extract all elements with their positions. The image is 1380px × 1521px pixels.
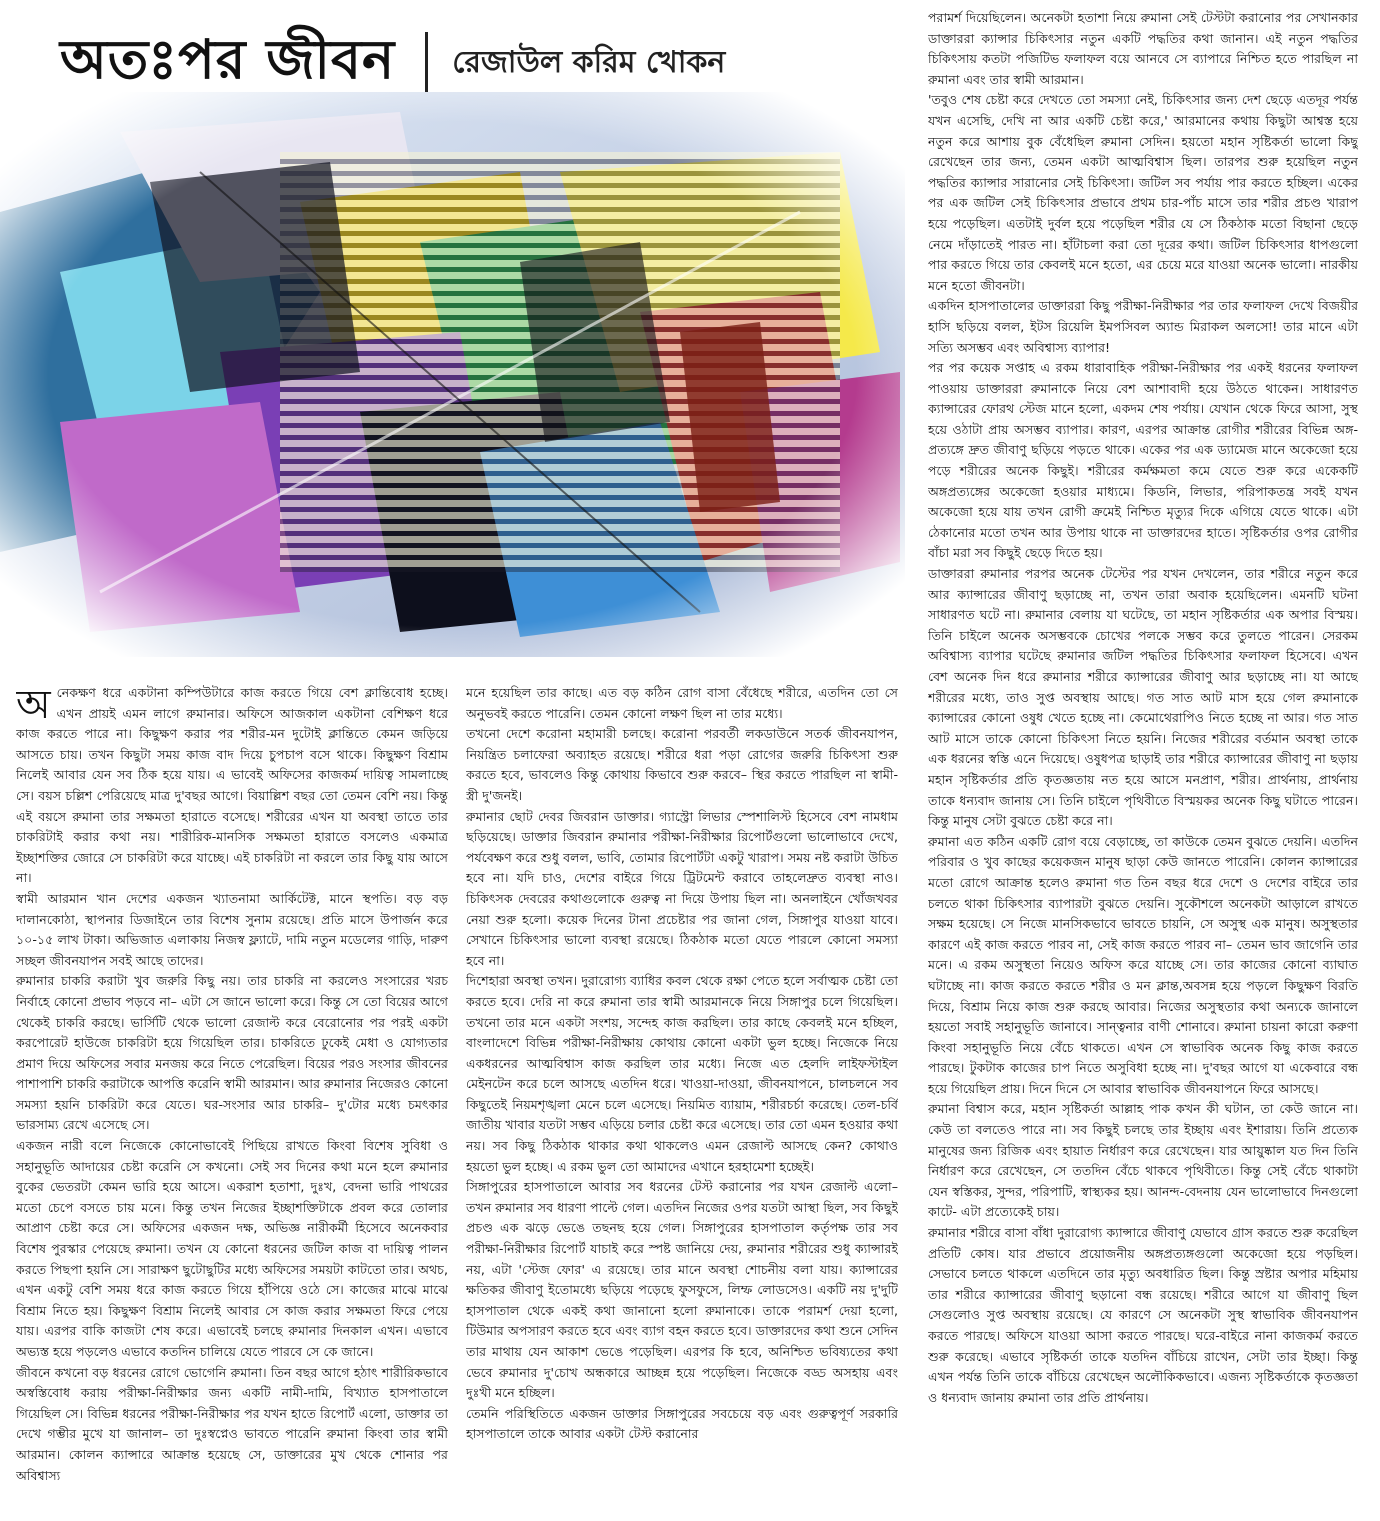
- paragraph: জীবনে কখনো বড় ধরনের রোগে ভোগেনি রুমানা। তিন বছর আগে হঠাৎ শারীরিকভাবে অস্বস্তিবোধ করায় পরীক্ষা-নিরীক্ষার জন্য একটি নামী-দামি, বিখ্যাত হাসপাতালে গিয়েছিল সে। বিভিন্ন ধরনের পরীক্ষা-নিরীক্ষার পর যখন হাতে রিপোর্ট এলো, ডাক্তার তা দেখে গম্ভীর মুখে যা জানাল– তা দুঃস্বপ্নেও ভাবতে পারেনি রুমানা কিংবা তার স্বামী আরমান। কোলন ক্যান্সারে আক্রান্ত হয়েছে সে, ডাক্তারের মুখ থেকে শোনার পর অবিশ্বাস্য: [16, 1364, 448, 1483]
- paragraph: তেমনি পরিস্থিতিতে একজন ডাক্তার সিঙ্গাপুরের সবচেয়ে বড় এবং গুরুত্বপূর্ণ সরকারি হাসপাতালে তাকে আবার একটা টেস্ট করানোর: [466, 1405, 898, 1442]
- paragraph: মনে হয়েছিল তার কাছে। এত বড় কঠিন রোগ বাসা বেঁধেছে শরীরে, এতদিন তো সে অনুভবই করতে পারেনি। তেমন কোনো লক্ষণ ছিল না তার মধ্যে।: [466, 685, 898, 721]
- paragraph: রুমানা এত কঠিন একটি রোগ বয়ে বেড়াচ্ছে, তা কাউকে তেমন বুঝতে দেয়নি। এতদিন পরিবার ও খুব কাছের কয়েকজন মানুষ ছাড়া কেউ জানতে পারেনি। কোলন ক্যান্সারের মতো রোগে আক্রান্ত হলেও রুমানা গত তিন বছর ধরে দেশে ও দেশের বাইরে তার চলতে থাকা চিকিৎসার ব্যাপারটা বুঝতে দেয়নি। সুকৌশলে অনেকটা আড়ালে রাখতে সক্ষম হয়েছে। সে নিজে মানসিকভাবে ভাবতে চায়নি, সে অসুস্থ এক মানুষ। অসুস্থতার কারণে এই কাজ করতে পারব না, সেই কাজ করতে পারব না– তেমন ভাব জাগেনি তার মনে। এ রকম অসুস্থতা নিয়েও অফিস করে যাচ্ছে সে। তার কাজের কোনো ব্যাঘাত ঘটাচ্ছে না। কাজ করতে করতে শরীর ও মন ক্লান্ত,অবসন্ন হয়ে পড়লে কিছুক্ষণ বিরতি দিয়ে, বিশ্রাম নিয়ে কাজ শুরু করছে আবার। নিজের অসুস্থতার কথা অন্যকে জানালে হয়তো সবাই সহানুভূতি জানাবে। সান্ত্বনার বাণী শোনাবে। রুমানা চায়না কারো করুণা কিংবা সহানুভূতি নিয়ে বেঁচে থাকতে। এখন সে স্বাভাবিক অনেক কিছু কাজ করতে পারছে। টুকটাক কাজের চাপ নিতে অসুবিধা হচ্ছে না। দু'বছর আগে যা একেবারে বন্ধ হয়ে গিয়েছিল প্রায়। দিনে দিনে সে আবার স্বাভাবিক জীবনযাপনে ফিরে আসছে।: [928, 833, 1358, 1096]
- paragraph: তখনো দেশে করোনা মহামারী চলছে। করোনা পরবর্তী লকডাউনে সতর্ক জীবনযাপন, নিয়ন্ত্রিত চলাফেরা অব্যাহত রয়েছে। শরীরে ধরা পড়া রোগের জরুরি চিকিৎসা শুরু করতে হবে, ভাবলেও কিন্তু কোথায় কিভাবে শুরু করবে– স্থির করতে পারছিল না স্বামী-স্ত্রী দু'জনই।: [466, 726, 898, 803]
- paragraph: একদিন হাসপাতালের ডাক্তাররা কিছু পরীক্ষা-নিরীক্ষার পর তার ফলাফল দেখে বিজয়ীর হাসি ছড়িয়ে বলল, ইটস রিয়েলি ইমপসিবল অ্যান্ড মিরাকল অলসো! তার মানে এটা সত্যি অসম্ভব এবং অবিশ্বাস্য ব্যাপার!: [928, 298, 1358, 355]
- story-header: [60, 28, 900, 98]
- paragraph: একজন নারী বলে নিজেকে কোনোভাবেই পিছিয়ে রাখতে কিংবা বিশেষ সুবিধা ও সহানুভূতি আদায়ের চেষ্টা করেনি সে কখনো। সেই সব দিনের কথা মনে হলে রুমানার বুকের ভেতরটা কেমন ভারি হয়ে আসে। একরাশ হতাশা, দুঃখ, বেদনা ভারি পাথরের মতো চেপে বসতে চায় মনে। কিন্তু তখন নিজের ইচ্ছাশক্তিটাকে প্রবল করে তোলার আপ্রাণ চেষ্টা করে সে। অফিসের একজন দক্ষ, অভিজ্ঞ নারীকর্মী হিসেবে অনেকবার বিশেষ পুরস্কার পেয়েছে রুমানা। তখন যে কোনো ধরনের জটিল কাজ বা দায়িত্ব পালন করতে পিছপা হয়নি সে। সারাক্ষণ ছুটোছুটির মধ্যে অফিসের সময়টা কাটতো তার। অথচ, এখন একটু বেশি সময় ধরে কাজ করতে গিয়ে হাঁপিয়ে ওঠে সে। কাজের মাঝে মাঝে বিশ্রাম নিতে হয়। কিছুক্ষণ বিশ্রাম নিলেই আবার সে কাজ করার সক্ষমতা ফিরে পেয়ে যায়। এরপর বাকি কাজটা শেষ করে। এভাবেই চলছে রুমানার দিনকাল এখন। এভাবে অভ্যস্ত হয়ে পড়লেও এভাবে কতদিন চালিয়ে যেতে পারবে সে কে জানে।: [16, 1138, 448, 1359]
- paragraph: দিশেহারা অবস্থা তখন। দুরারোগ্য ব্যাধির কবল থেকে রক্ষা পেতে হলে সর্বাত্মক চেষ্টা তো করতে হবে। দেরি না করে রুমানা তার স্বামী আরমানকে নিয়ে সিঙ্গাপুর চলে গিয়েছিল। তখনো তার মনে একটা সংশয়, সন্দেহ কাজ করছিল। তার কাছে কেবলই মনে হচ্ছিল, বাংলাদেশে বিভিন্ন পরীক্ষা-নিরীক্ষায় কোথায় কোনো একটা ভুল হচ্ছে। নিজেকে নিয়ে একধরনের আত্মবিশ্বাস কাজ করছিল তার মধ্যে। নিজে এত হেলদি লাইফস্টাইল মেইনটেন করে চলে আসছে এতদিন ধরে। খাওয়া-দাওয়া, জীবনযাপনে, চালচলনে সব কিছুতেই নিয়মশৃঙ্খলা মেনে চলে এসেছে। নিয়মিত ব্যায়াম, শরীরচর্চা করেছে। তেল-চর্বি জাতীয় খাবার যতটা সম্ভব এড়িয়ে চলার চেষ্টা করে এসেছে। তার তো এমন হওয়ার কথা নয়। সব কিছু ঠিকঠাক থাকার কথা থাকলেও এমন রেজাল্ট আসছে কেন? কোথাও হয়তো ভুল হচ্ছে। এ রকম ভুল তো আমাদের এখানে হরহামেশা হচ্ছেই।: [466, 973, 898, 1174]
- paragraph: রুমানা বিশ্বাস করে, মহান সৃষ্টিকর্তা আল্লাহ পাক কখন কী ঘটান, তা কেউ জানে না। কেউ তা বলতেও পারে না। সব কিছুই চলছে তার ইচ্ছায় এবং ইশারায়। তিনি প্রত্যেক মানুষের জন্য রিজিক এবং হায়াত নির্ধারণ করে রেখেছেন। যার আয়ুষ্কাল যত দিন তিনি নির্ধারণ করে রেখেছেন, সে ততদিন বেঁচে থাকবে পৃথিবীতে। কিন্তু সেই বেঁচে থাকাটা যেন স্বস্তিকর, সুন্দর, পরিপাটি, স্বাস্থ্যকর হয়। আনন্দ-বেদনায় যেন ভালোভাবে দিনগুলো কাটে- এটা প্রত্যেকেই চায়।: [928, 1101, 1358, 1220]
- article-column-left: [16, 683, 448, 1518]
- paragraph: স্বামী আরমান খান দেশের একজন খ্যাতনামা আর্কিটেক্ট, মানে স্থপতি। বড় বড় দালানকোঠা, স্থাপনার ডিজাইনে তার বিশেষ সুনাম রয়েছে। প্রতি মাসে উপার্জন করে ১০-১৫ লাখ টাকা। অভিজাত এলাকায় নিজস্ব ফ্ল্যাটে, দামি নতুন মডেলের গাড়ি, দারুণ সচ্ছল জীবনযাপন সবই আছে তাদের।: [16, 890, 448, 968]
- paragraph: পর পর কয়েক সপ্তাহ এ রকম ধারাবাহিক পরীক্ষা-নিরীক্ষার পর একই ধরনের ফলাফল পাওয়ায় ডাক্তাররা রুমানাকে নিয়ে বেশ আশাবাদী হয়ে উঠতে থাকেন। সাধারণত ক্যান্সারের ফোরথ স্টেজ মানে হলো, একদম শেষ পর্যায়। যেখান থেকে ফিরে আসা, সুস্থ হয়ে ওঠাটা প্রায় অসম্ভব ব্যাপার। কারণ, এরপর আক্রান্ত রোগীর শরীরের বিভিন্ন অঙ্গ-প্রত্যঙ্গে দ্রুত জীবাণু ছড়িয়ে পড়তে থাকে। একের পর এক ড্যামেজ মানে অকেজো হয়ে পড়ে শরীরের অনেক কিছুই। শরীরের কর্মক্ষমতা কমে যেতে শুরু করে একেকটি অঙ্গপ্রত্যঙ্গের অকেজো হওয়ার মাধ্যমে। কিডনি, লিভার, পরিপাকতন্ত্র সবই যখন অকেজো হয়ে যায় তখন রোগী ক্রমেই নিশ্চিত মৃত্যুর দিকে এগিয়ে যেতে থাকে। এটা ঠেকানোর মতো তখন আর উপায় থাকে না ডাক্তারদের হাতে। সৃষ্টিকর্তার ওপর রোগীর বাঁচা মরা সব কিছুই ছেড়ে দিতে হয়।: [928, 360, 1358, 561]
- article-column-right: [928, 8, 1358, 1518]
- paragraph-text: নেকক্ষণ ধরে একটানা কম্পিউটারে কাজ করতে গিয়ে বেশ ক্লান্তিবোধ হচ্ছে। এখন প্রায়ই এমন লাগে রুমানার। অফিসে আজকাল একটানা বেশিক্ষণ ধরে কাজ করতে পারে না। কিছুক্ষণ করার পর শরীর-মন দুটোই ক্লান্তিতে কেমন জড়িয়ে আসতে চায়। তখন কিছুটা সময় কাজ বাদ দিয়ে চুপচাপ বসে থাকে। কিছুক্ষণ বিশ্রাম নিলেই আবার যেন সব ঠিক হয়ে যায়। এ ভাবেই অফিসের কাজকর্ম দায়িত্ব সামলাচ্ছে সে। বয়স চল্লিশ পেরিয়েছে মাত্র দু'বছর আগে। বিয়াল্লিশ বছর তো তেমন বেশি নয়। কিন্তু এই বয়সে রুমানা তার সক্ষমতা হারাতে বসেছে। শরীরের এখন যা অবস্থা তাতে তার চাকরিটাই করার কথা নয়। শারীরিক-মানসিক সক্ষমতা হারাতে বসলেও একমাত্র ইচ্ছাশক্তির জোরে সে চাকরিটা করে যাচ্ছে। এই চাকরিটা না করলে তার কিছু যায় আসে না।: [16, 685, 448, 886]
- drop-cap: অ: [16, 683, 51, 728]
- author-name: রেজাউল করিম খোকন: [452, 44, 726, 80]
- paragraph: 'তবুও শেষ চেষ্টা করে দেখতে তো সমস্যা নেই, চিকিৎসার জন্য দেশ ছেড়ে এতদূর পর্যন্ত যখন এসেছি, দেখি না আর একটি চেষ্টা করে,' আরমানের কথায় কিছুটা আশ্বস্ত হয়ে নতুন করে আশায় বুক বেঁধেছিল রুমানা সেদিন। হয়তো মহান সৃষ্টিকর্তা ভালো কিছু রেখেছেন তার জন্য, তেমন একটা আত্মবিশ্বাস ছিল। তারপর শুরু হয়েছিল নতুন পদ্ধতির ক্যান্সার সারানোর সেই চিকিৎসা। জটিল সব পর্যায় পার করতে হচ্ছিল। একের পর এক জটিল সেই চিকিৎসার প্রভাবে প্রথম চার-পাঁচ মাসে তার শরীর প্রচণ্ড খারাপ হয়ে পড়েছিল। এতটাই দুর্বল হয়ে পড়েছিল শরীর যে সে ঠিকঠাক মতো বিছানা ছেড়ে নেমে দাঁড়াতেই পারত না। হাঁটাচলা করা তো দূরের কথা। জটিল চিকিৎসার ধাপগুলো পার করতে গিয়ে তার কেবলই মনে হতো, এর চেয়ে মরে যাওয়া অনেক ভালো। নারকীয় মনে হতো জীবনটা।: [928, 92, 1358, 293]
- paragraph: ডাক্তাররা রুমানার পরপর অনেক টেস্টের পর যখন দেখলেন, তার শরীরে নতুন করে আর ক্যান্সারের জীবাণু ছড়াচ্ছে না, তখন তারা অবাক হয়েছিলেন। এমনটি ঘটনা সাধারণত ঘটে না। রুমানার বেলায় যা ঘটেছে, তা মহান সৃষ্টিকর্তার এক অপার বিস্ময়। তিনি চাইলে অনেক অসম্ভবকে চোখের পলকে সম্ভব করে তুলতে পারেন। সেরকম অবিশ্বাস্য ব্যাপার ঘটেছে রুমানার জটিল পদ্ধতির চিকিৎসার ফলাফল হিসেবে। এখন বেশ অনেক দিন ধরে রুমানার শরীরে ক্যান্সারের জীবাণু আর ছড়াচ্ছে না। যা আছে শরীরের মধ্যে, তাও সুপ্ত অবস্থায় আছে। গত সাত আট মাস হয়ে গেল রুমানাকে ক্যান্সারের কোনো ওষুধ খেতে হচ্ছে না। কেমোথেরাপিও নিতে হচ্ছে না আর। গত সাত আট মাসে তাকে কোনো চিকিৎসা নিতে হয়নি। নিজের শরীরের বর্তমান অবস্থা তাকে এক ধরনের স্বস্তি এনে দিয়েছে। ওষুধপত্র ছাড়াই তার শরীরে ক্যান্সারের জীবাণু না ছড়ায় মহান সৃষ্টিকর্তার প্রতি কৃতজ্ঞতায় নত হয়ে আসে মনপ্রাণ, শরীর। প্রার্থনায়, প্রার্থনায় তাকে ধন্যবাদ জানায় সে। তিনি চাইলে পৃথিবীতে বিস্ময়কর অনেক কিছু ঘটাতে পারেন। কিন্তু মানুষ সেটা বুঝতে চেষ্টা করে না।: [928, 566, 1358, 829]
- paragraph: রুমানার শরীরে বাসা বাঁধা দুরারোগ্য ক্যান্সারে জীবাণু যেভাবে গ্রাস করতে শুরু করেছিল প্রতিটি কোষ। যার প্রভাবে প্রয়োজনীয় অঙ্গপ্রত্যঙ্গগুলো অকেজো হয়ে পড়ছিল। সেভাবে চলতে থাকলে এতদিনে তার মৃত্যু অবধারিত ছিল। কিন্তু স্রষ্টার অপার মহিমায় তার শরীরে ক্যান্সারের জীবাণু ছড়ানো বন্ধ রয়েছে। শরীরে আগে যা জীবাণু ছিল সেগুলোও সুপ্ত অবস্থায় রয়েছে। যে কারণে সে অনেকটা সুস্থ স্বাভাবিক জীবনযাপন করতে পারছে। অফিসে যাওয়া আসা করতে পারছে। ঘরে-বাইরে নানা কাজকর্ম করতে শুরু করেছে। এভাবে সৃষ্টিকর্তা তাকে যতদিন বাঁচিয়ে রাখেন, সেটা তার ইচ্ছা। কিন্তু এখন পর্যন্ত তিনি তাকে বাঁচিয়ে রেখেছেন অলৌকিকভাবে। এজন্য সৃষ্টিকর্তাকে কৃতজ্ঞতা ও ধন্যবাদ জানায় রুমানা তার প্রতি প্রার্থনায়।: [928, 1225, 1358, 1405]
- paragraph: পরামর্শ দিয়েছিলেন। অনেকটা হতাশা নিয়ে রুমানা সেই টেস্টটা করানোর পর সেখানকার ডাক্তাররা ক্যান্সার চিকিৎসার নতুন একটি পদ্ধতির কথা জানান। এই নতুন পদ্ধতির চিকিৎসায় কতটা পজিটিভ ফলাফল বয়ে আনবে সে ব্যাপারে নিশ্চিত হতে পারছিল না রুমানা এবং তার স্বামী আরমান।: [928, 10, 1358, 87]
- paragraph: রুমানার ছোট দেবর জিবরান ডাক্তার। গ্যাস্ট্রো লিভার স্পেশালিস্ট হিসেবে বেশ নামধাম ছড়িয়েছে। ডাক্তার জিবরান রুমানার পরীক্ষা-নিরীক্ষার রিপোর্টগুলো ভালোভাবে দেখে, পর্যবেক্ষণ করে শুধু বলল, ভাবি, তোমার রিপোর্টটা একটু খারাপ। সময় নষ্ট করাটা উচিত হবে না। যদি চাও, দেশের বাইরে গিয়ে ট্রিটমেন্ট করাবে তাহলেদ্রুত ব্যবস্থা নাও। চিকিৎসক দেবরের কথাগুলোকে গুরুত্ব না দিয়ে উপায় ছিল না। অনলাইনে খোঁজখবর নেয়া শুরু হলো। কয়েক দিনের টানা প্রচেষ্টার পর জানা গেল, সিঙ্গাপুর যাওয়া যাবে। সেখানে চিকিৎসার ভালো ব্যবস্থা রয়েছে। ঠিকঠাক মতো যেতে পারলে কোনো সমস্যা হবে না।: [466, 808, 898, 968]
- story-title: অতঃপর জীবন: [60, 27, 396, 91]
- article-column-middle: [466, 683, 898, 1518]
- paragraph: রুমানার চাকরি করাটা খুব জরুরি কিছু নয়। তার চাকরি না করলেও সংসারের খরচ নির্বাহে কোনো প্রভাব পড়বে না– এটা সে জানে ভালো করে। কিন্তু সে তো বিয়ের আগে থেকেই চাকরি করছে। ভার্সিটি থেকে ভালো রেজাল্ট করে বেরোনোর পর পরই একটা করপোরেট হাউজে চাকরিটা হয়ে গিয়েছিল তার। চাকরিতে ঢুকেই মেধা ও যোগ্যতার প্রমাণ দিয়ে অফিসের সবার মনজয় করে নিতে পেরেছিল। বিয়ের পরও সংসার জীবনের পাশাপাশি চাকরি করাটাকে আপত্তি করেনি স্বামী আরমান। আর রুমানার নিজেরও কোনো সমস্যা হয়নি চাকরিটা করে যেতে। ঘর-সংসার আর চাকরি– দু'টোর মধ্যে চমৎকার ভারসাম্য রেখে এসেছে সে।: [16, 973, 448, 1133]
- paragraph: [16, 683, 448, 889]
- paragraph: সিঙ্গাপুরের হাসপাতালে আবার সব ধরনের টেস্ট করানোর পর যখন রেজাল্ট এলো– তখন রুমানার সব ধারণা পাল্টে গেল। এতদিন নিজের ওপর যতটা আস্থা ছিল, সব কিছুই প্রচণ্ড এক ঝড়ে ভেঙে তছনছ হয়ে গেল। সিঙ্গাপুরের হাসপাতাল কর্তৃপক্ষ তার সব পরীক্ষা-নিরীক্ষার রিপোর্ট যাচাই করে স্পষ্ট জানিয়ে দেয়, রুমানার শরীরের শুধু ক্যান্সারই নয়, এটা 'স্টেজ ফোর' এ রয়েছে। তার মানে অবস্থা শোচনীয় বলা যায়। ক্যান্সারের ক্ষতিকর জীবাণু ইতোমধ্যে ছড়িয়ে পড়েছে ফুসফুসে, লিম্ফ লোডসেও। একটি নয় দু'দুটি হাসপাতাল থেকে একই কথা জানানো হলো রুমানাকে। তাকে পরামর্শ দেয়া হলো, টিউমার অপসারণ করতে হবে এবং ব্যাগ বহন করতে হবে। ডাক্তারদের কথা শুনে সেদিন তার মাথায় যেন আকাশ ভেঙে পড়েছিল। এরপর কি হবে, অনিশ্চিত ভবিষ্যতের কথা ভেবে রুমানার দু'চোখ অন্ধকারে আচ্ছন্ন হয়ে পড়েছিল। নিজেকে বড্ড অসহায় এবং দুঃখী মনে হচ্ছিল।: [466, 1179, 898, 1401]
- title-divider: [425, 32, 428, 94]
- abstract-art-image: [0, 92, 905, 657]
